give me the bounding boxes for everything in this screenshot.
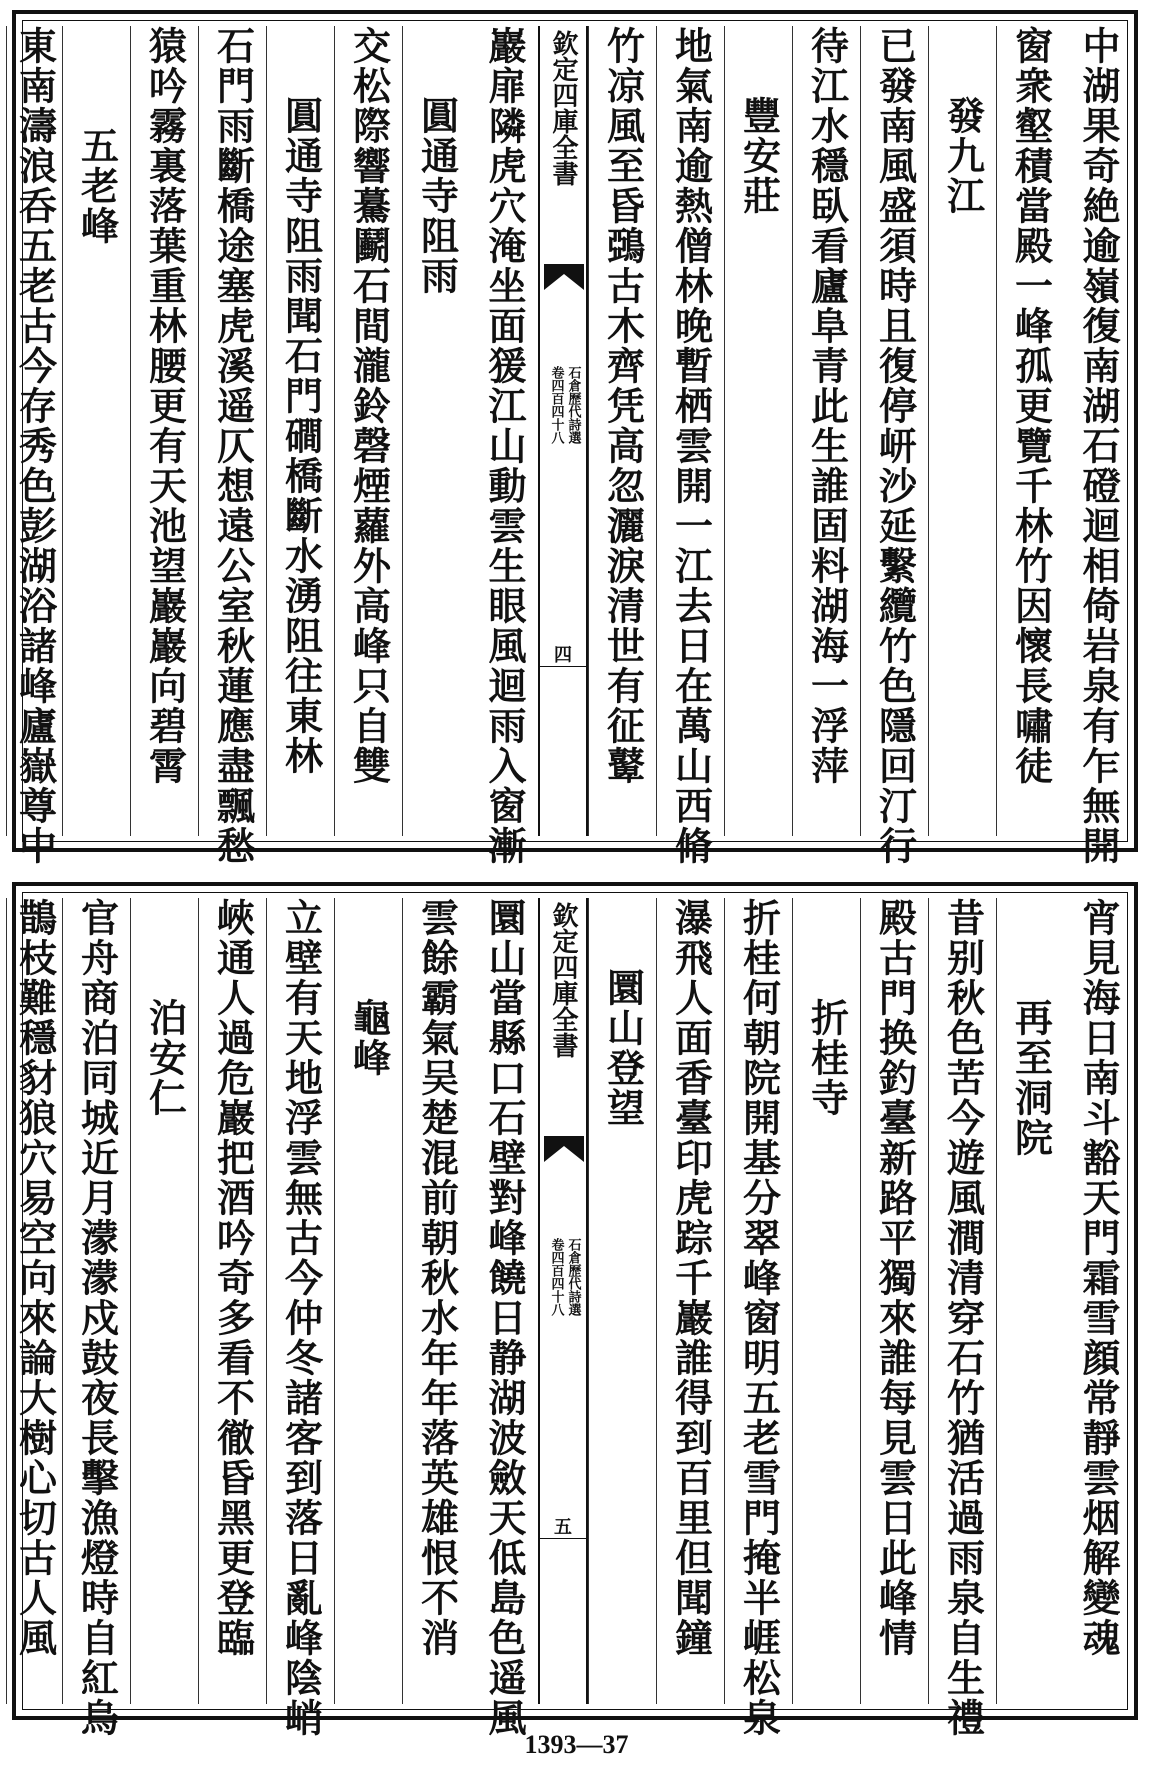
column-text: 峽通人過危巖把酒吟奇多看不徹昏黑更登臨 [210,898,256,1658]
text-column [996,26,1064,836]
column-text: 殿古門换釣臺新路平獨來誰每見雲日此峰情 [872,898,918,1658]
text-column [6,898,62,1704]
text-column [928,898,996,1738]
text-column [1064,26,1132,866]
poem-title-column [334,898,402,1704]
text-column [334,26,402,836]
text-column [62,898,130,1738]
poem-title-column [266,26,334,836]
column-text: 官舟商泊同城近月濛濛戍鼓夜長擊漁燈時自紅烏 [74,898,120,1738]
text-column [656,898,724,1704]
column-text: 地氣南逾熱僧林晚暫栖雲開一江去日在萬山西脩 [668,26,714,866]
poem-title-column [62,26,130,836]
column-text: 東南濤浪呑五老古今存秀色彭湖浴諸峰廬嶽尊中 [12,26,58,866]
bottom-page [12,882,1138,1738]
divider [540,1538,586,1539]
poem-title-column [724,26,792,836]
book-title: 欽定四庫全書 [548,902,578,1058]
text-column [792,26,860,836]
poem-title: 再至洞院 [1008,998,1054,1158]
poem-title: 發九江 [940,96,986,216]
book-title: 欽定四庫全書 [548,30,578,186]
poem-title-column [928,26,996,836]
text-column [1064,898,1132,1704]
text-column [470,898,538,1738]
column-text: 待江水穩臥看廬阜青此生誰固料湖海一浮萍 [804,26,850,786]
text-column [130,26,198,836]
poem-title-column [130,898,198,1704]
poem-title: 折桂寺 [804,998,850,1118]
text-column [860,898,928,1704]
text-column [588,26,656,836]
column-text: 竹凉風至昏鵶古木齊凭高忽灑淚清世有征鼙 [600,26,646,786]
poem-title: 圜山登望 [600,968,646,1128]
column-text: 鵲枝難穩豺狼穴易空向來論大樹心切古人風 [12,898,58,1658]
column-text: 折桂何朝院開基分翠峰窗明五老雪門掩半崕松泉 [736,898,782,1738]
poem-title: 龜峰 [346,998,392,1078]
volume-number: 卷四百四十八 [548,366,564,444]
column-text: 窗衆壑積當殿一峰孤更覽千林竹因懷長嘯徒 [1008,26,1054,786]
poem-title: 圓通寺阻雨 [414,96,460,296]
column-text: 雲餘霸氣吴楚混前朝秋水年年落英雄恨不消 [414,898,460,1658]
text-column [470,26,538,866]
fishtail-mark [544,1136,584,1162]
column-text: 巖扉隣虎穴淹坐面猨江山動雲生眼風迴雨入窗漸 [482,26,527,866]
column-text: 中湖果奇絶逾嶺復南湖石磴迴相倚岩泉有乍無開 [1076,26,1121,866]
column-text: 已發南風盛須時且復停岍沙延繫纜竹色隱回汀行 [872,26,918,866]
column-text: 瀑飛人面香臺印虎踪千巖誰得到百里但聞鐘 [668,898,714,1658]
poem-title: 五老峰 [74,126,120,246]
fishtail-mark [544,264,584,290]
poem-title-column [402,26,470,836]
column-text: 宵見海日南斗豁天門霜雪顔常靜雲烟解變魂 [1076,898,1121,1658]
text-column [198,898,266,1704]
poem-title-column [996,898,1064,1704]
poem-title: 泊安仁 [142,998,188,1118]
column-text: 石門雨斷橋途塞虎溪遥仄想遠公室秋蓮應盡飄愁 [210,26,256,866]
poem-title: 圓通寺阻雨聞石門磵橋斷水湧阻往東林 [278,96,324,776]
text-column [402,898,470,1704]
text-column [6,26,62,866]
series-title: 石倉歷代詩選 [565,366,581,444]
volume-number: 卷四百四十八 [548,1238,564,1316]
page-number: 四 [554,645,572,666]
poem-title-column [792,898,860,1704]
series-title: 石倉歷代詩選 [565,1238,581,1316]
page-number: 五 [554,1517,572,1538]
divider [540,666,586,667]
text-column [266,898,334,1738]
poem-title-column [588,898,656,1704]
text-column [198,26,266,866]
text-column [724,898,792,1738]
column-text: 昔别秋色苦今遊風澗清穿石竹猶活過雨泉自生禮 [940,898,986,1738]
poem-title: 豐安莊 [736,96,782,216]
column-text: 立壁有天地浮雲無古今仲冬諸客到落日亂峰陰峭 [278,898,324,1738]
center-strip [538,26,588,836]
page-footer-number: 1393—37 [524,1730,629,1759]
column-text: 交松際響驀鬬石間瀧鈴磬煙蘿外高峰只自雙 [346,26,392,786]
text-column [656,26,724,866]
text-column [860,26,928,866]
center-strip [538,898,588,1704]
top-page [12,10,1138,866]
column-text: 圜山當縣口石壁對峰饒日静湖波斂天低島色遥風 [482,898,527,1738]
column-text: 猿吟霧裏落葉重林腰更有天池望巖巖向碧霄 [142,26,188,786]
